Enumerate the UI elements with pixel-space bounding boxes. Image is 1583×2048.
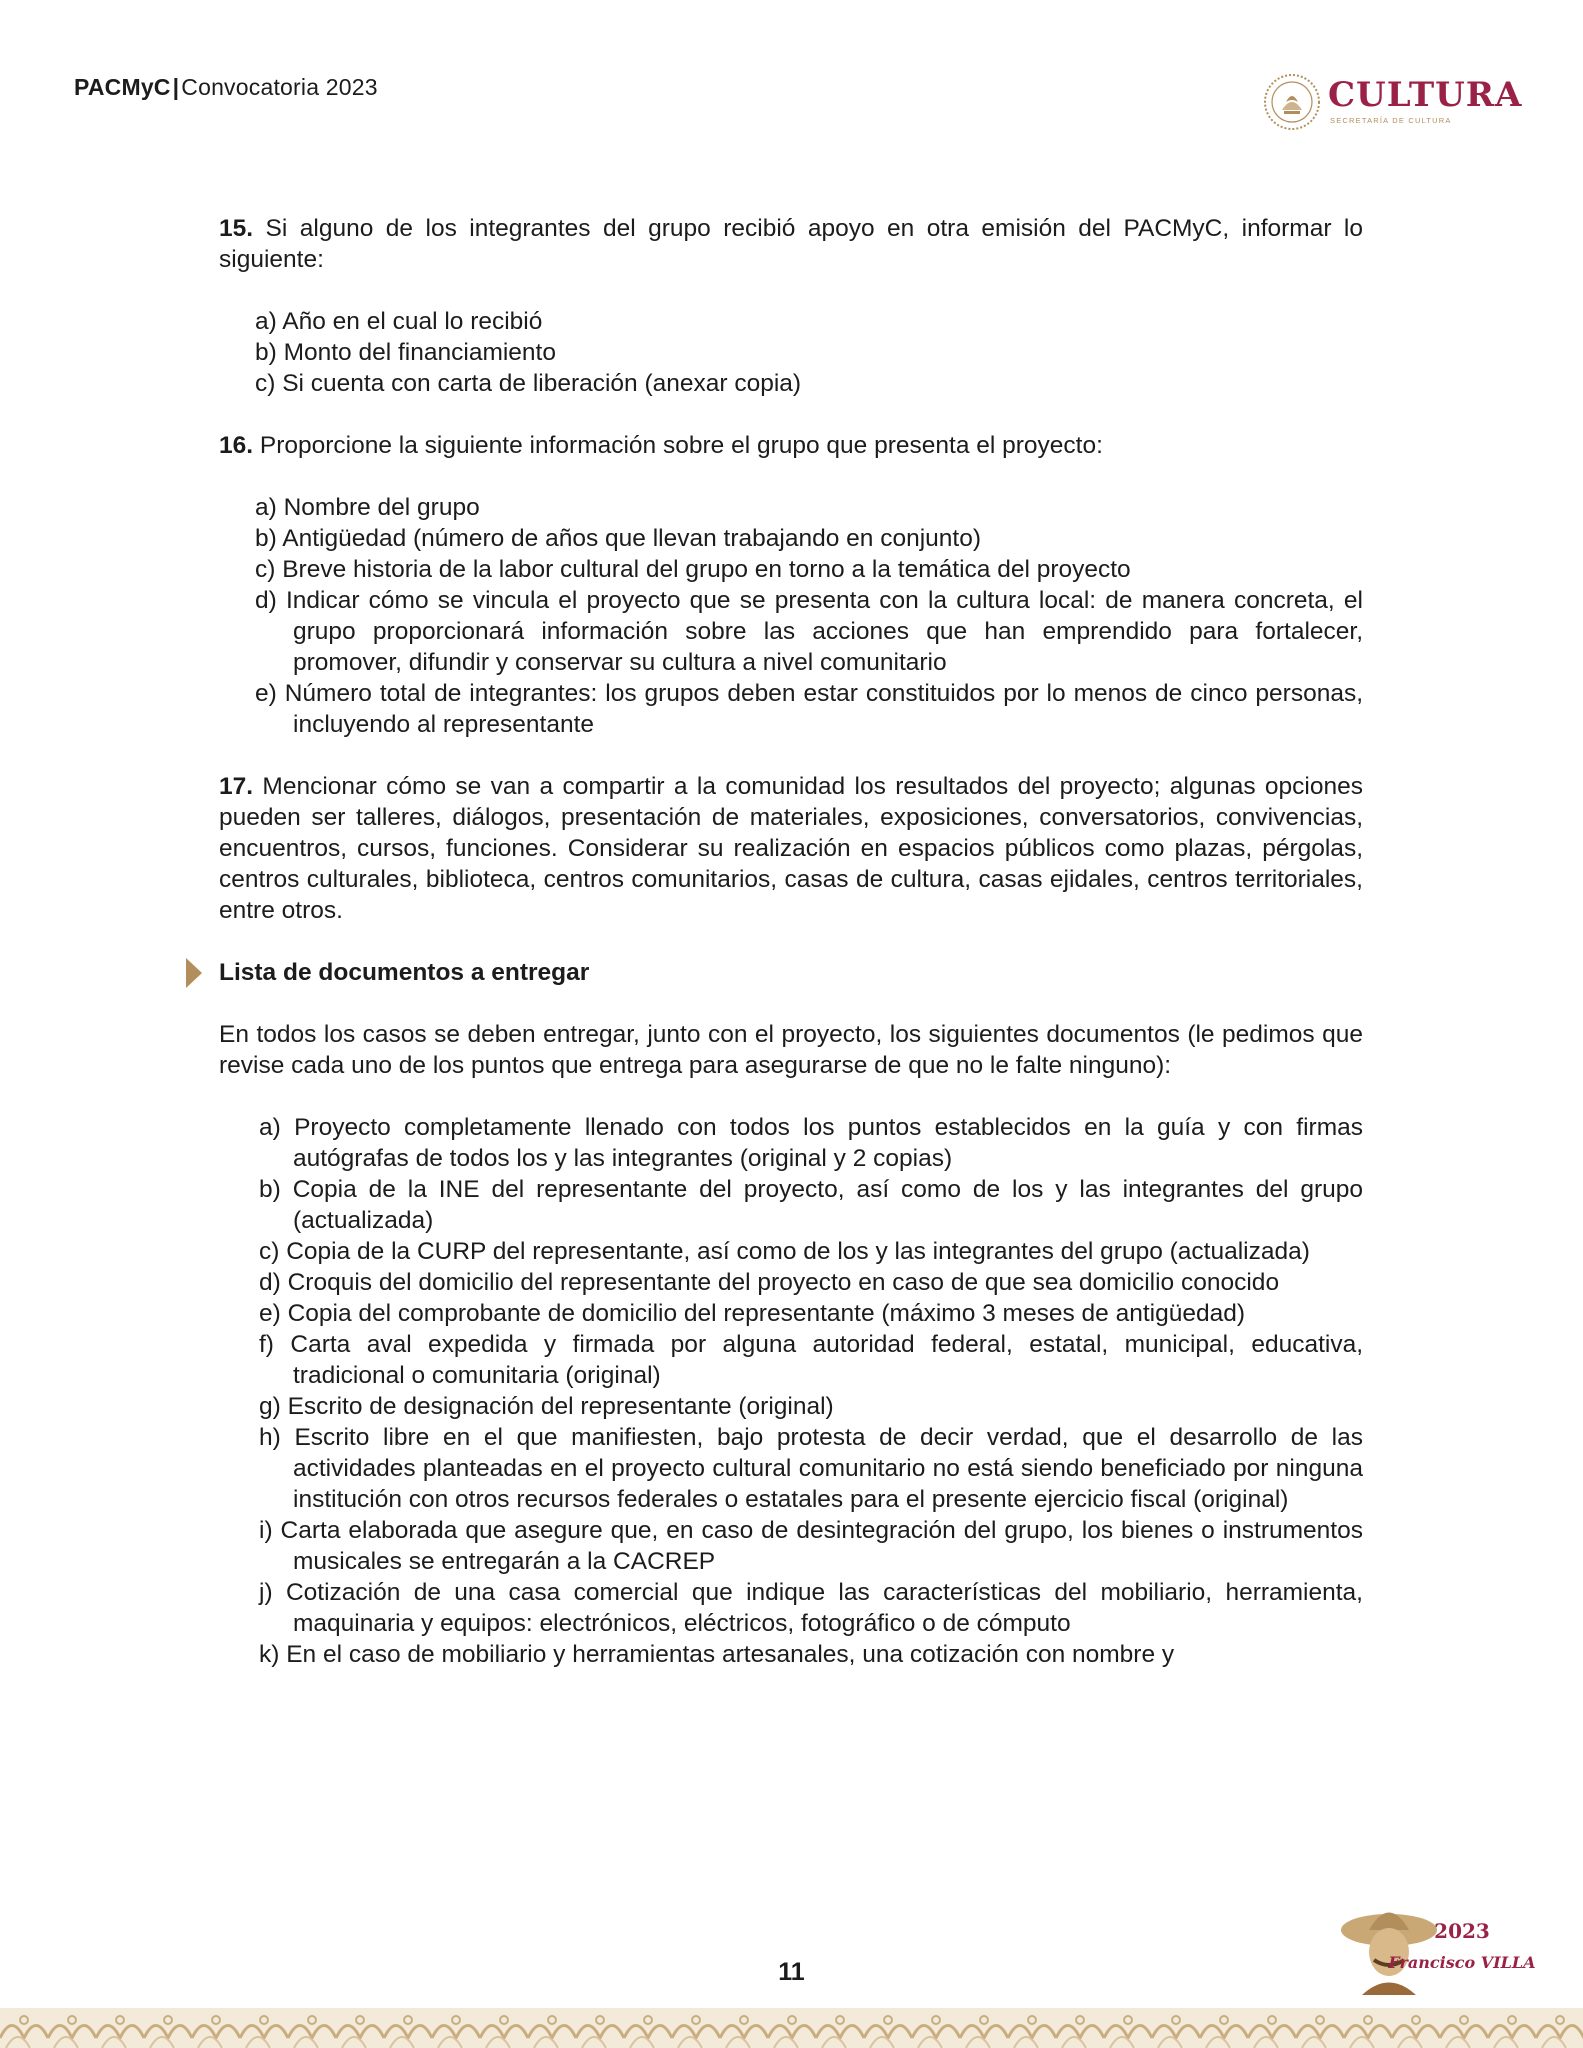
list-item: c) Si cuenta con carta de liberación (anexar copia) (255, 370, 802, 397)
documents-intro: En todos los casos se deben entregar, junto con el proyecto, los siguientes documentos (le pedimos que revise cada uno de los puntos que entrega para asegurarse de que no le falte ninguno): (219, 1021, 1363, 1079)
cultura-logo (1262, 72, 1523, 136)
page-number: 11 (778, 1958, 805, 1986)
list-item: b) Antigüedad (número de años que llevan trabajando en conjunto) (255, 525, 981, 552)
document-header (74, 74, 378, 101)
list-item: a) Año en el cual lo recibió (255, 308, 543, 335)
item-17-text: Mencionar cómo se van a compartir a la comunidad los resultados del proyecto; algunas opciones pueden ser talleres, diálogos, presentación de materiales, exposiciones, conversatorios, convivencias, encuentros, cursos, funciones. Considerar su realización en espacios públicos como plazas, pérgolas, centros culturales, biblioteca, centros comunitarios, casas de cultura, casas ejidales, centros territoriales, entre otros. (219, 773, 1363, 924)
list-item: i) Carta elaborada que asegure que, en caso de desintegración del grupo, los bienes o instrumentos musicales se entregarán a la CACREP (259, 1517, 1363, 1575)
list-item: g) Escrito de designación del representante (original) (259, 1393, 834, 1420)
edition-label: Convocatoria 2023 (181, 74, 378, 100)
item-17 (219, 771, 1363, 926)
documents-list (219, 1112, 1363, 1670)
list-item: c) Breve historia de la labor cultural del grupo en torno a la temática del proyecto (255, 556, 1131, 583)
list-item: c) Copia de la CURP del representante, así como de los y las integrantes del grupo (actualizada) (259, 1238, 1310, 1265)
list-item: a) Proyecto completamente llenado con todos los puntos establecidos en la guía y con firmas autógrafas de todos los y las integrantes (original y 2 copias) (259, 1114, 1363, 1172)
item-15 (219, 213, 1363, 275)
list-item: b) Copia de la INE del representante del proyecto, así como de los y las integrantes del grupo (actualizada) (259, 1176, 1363, 1234)
item-16-list (219, 492, 1363, 740)
coat-of-arms-icon (1262, 72, 1322, 132)
list-item: a) Nombre del grupo (255, 494, 480, 521)
list-item: d) Croquis del domicilio del representante del proyecto en caso de que sea domicilio conocido (259, 1269, 1280, 1296)
list-item: e) Número total de integrantes: los grupos deben estar constituidos por lo menos de cinco personas, incluyendo al representante (255, 680, 1363, 738)
list-item: j) Cotización de una casa comercial que indique las características del mobiliario, herramienta, maquinaria y equipos: electrónicos, eléctricos, fotográfico o de cómputo (259, 1579, 1363, 1637)
list-item: e) Copia del comprobante de domicilio del representante (máximo 3 meses de antigüedad) (259, 1300, 1245, 1327)
section-marker-icon (186, 958, 202, 988)
item-16-number: 16. (219, 432, 254, 459)
item-17-number: 17. (219, 773, 254, 800)
list-item: k) En el caso de mobiliario y herramientas artesanales, una cotización con nombre y (259, 1641, 1175, 1668)
emblem-year: 2023 (1434, 1919, 1490, 1943)
decorative-footer-band (0, 2008, 1583, 2048)
item-15-list (219, 306, 1363, 399)
list-item: f) Carta aval expedida y firmada por alguna autoridad federal, estatal, municipal, educativa, tradicional o comunitaria (original) (259, 1331, 1363, 1389)
item-16 (219, 430, 1363, 461)
item-15-number: 15. (219, 215, 254, 242)
list-item: h) Escrito libre en el que manifiesten, bajo protesta de decir verdad, que el desarrollo de las actividades planteadas en el proyecto cultural comunitario no está siendo beneficiado por ninguna institución con otros recursos federales o estatales para el presente ejercicio fiscal (original) (259, 1424, 1363, 1513)
list-item: b) Monto del financiamiento (255, 339, 556, 366)
item-16-text: Proporcione la siguiente información sobre el grupo que presenta el proyecto: (259, 432, 1103, 459)
header-separator: | (172, 74, 180, 100)
francisco-villa-emblem-icon (1334, 1890, 1536, 2000)
emblem-name: Francisco VILLA (1388, 1953, 1536, 1972)
documents-heading: Lista de documentos a entregar (219, 959, 590, 986)
item-15-text: Si alguno de los integrantes del grupo recibió apoyo en otra emisión del PACMyC, informar lo siguiente: (219, 215, 1363, 273)
cultura-subtitle: SECRETARÍA DE CULTURA (1330, 116, 1452, 125)
program-name: PACMyC (74, 74, 171, 100)
list-item: d) Indicar cómo se vincula el proyecto que se presenta con la cultura local: de manera concreta, el grupo proporcionará información sobre las acciones que han emprendido para fortalecer, promover, difundir y conservar su cultura a nivel comunitario (255, 587, 1363, 676)
document-body (219, 213, 1363, 1670)
cultura-wordmark: CULTURA (1328, 75, 1523, 115)
